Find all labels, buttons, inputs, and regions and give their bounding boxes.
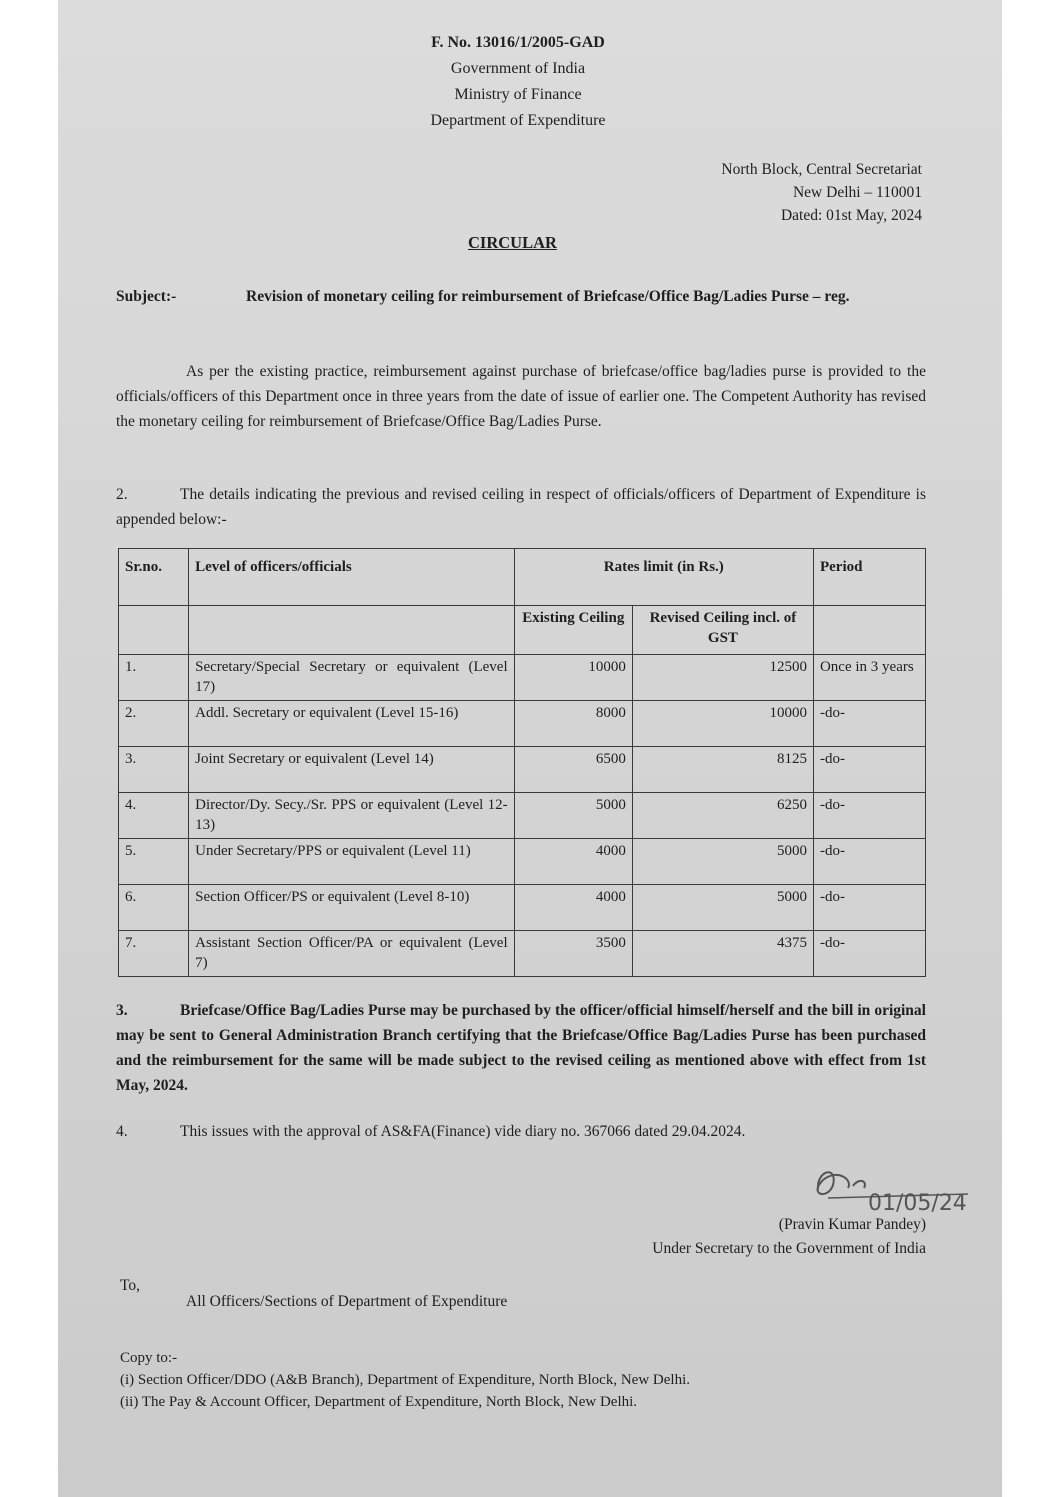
copy-item-1: (i) Section Officer/DDO (A&B Branch), Department of Expenditure, North Block, New Delhi. (120, 1372, 690, 1388)
copy-to-block (120, 1347, 690, 1413)
cell-level: Director/Dy. Secy./Sr. PPS or equivalent (Level 12-13) (189, 793, 515, 839)
cell-revised: 4375 (632, 931, 813, 977)
file-number: F. No. 13016/1/2005-GAD (431, 34, 605, 51)
cell-sr: 4. (119, 793, 189, 839)
cell-sr: 6. (119, 885, 189, 931)
to-recipient: All Officers/Sections of Department of Expenditure (186, 1293, 508, 1310)
signatory-designation: Under Secretary to the Government of India (652, 1240, 926, 1257)
cell-existing: 4000 (514, 885, 632, 931)
subject-label: Subject:- (116, 288, 177, 305)
handwritten-date: 01/05/24 (868, 1191, 967, 1216)
copy-to-label: Copy to:- (120, 1350, 178, 1366)
cell-level: Addl. Secretary or equivalent (Level 15-16) (189, 701, 515, 747)
handwritten-signature (798, 1150, 998, 1220)
government-line: Government of India (450, 60, 586, 77)
paragraph-4-text: This issues with the approval of AS&FA(Finance) vide diary no. 367066 dated 29.04.2024. (180, 1123, 746, 1140)
table-row (119, 747, 926, 793)
signatory-name: (Pravin Kumar Pandey) (778, 1216, 926, 1233)
paragraph-2 (116, 482, 926, 532)
cell-existing: 8000 (514, 701, 632, 747)
cell-period: -do- (813, 839, 925, 885)
header-srno: Sr.no. (119, 549, 189, 606)
cell-period: -do- (813, 747, 925, 793)
cell-level: Under Secretary/PPS or equivalent (Level 11) (189, 839, 515, 885)
cell-sr: 7. (119, 931, 189, 977)
ministry-line: Ministry of Finance (454, 86, 582, 103)
cell-revised: 6250 (632, 793, 813, 839)
header-level: Level of officers/officials (189, 549, 515, 606)
cell-existing: 5000 (514, 793, 632, 839)
paragraph-3 (116, 998, 926, 1098)
cell-revised: 5000 (632, 839, 813, 885)
header-blank-3 (813, 606, 925, 655)
cell-existing: 4000 (514, 839, 632, 885)
paragraph-1: As per the existing practice, reimbursement against purchase of briefcase/office bag/ladies purse is provided to the officials/officers of this Department once in three years from the date of issue of earlier one. The Competent Authority has revised the monetary ceiling for reimbursement of Briefcase/Office Bag/Ladies Purse. (116, 363, 926, 430)
ceiling-table (118, 548, 926, 977)
table-row (119, 839, 926, 885)
paragraph-3-number: 3. (116, 1002, 128, 1019)
cell-sr: 2. (119, 701, 189, 747)
cell-sr: 1. (119, 655, 189, 701)
cell-revised: 10000 (632, 701, 813, 747)
cell-period: -do- (813, 793, 925, 839)
cell-sr: 3. (119, 747, 189, 793)
letterhead (358, 30, 678, 134)
cell-level: Secretary/Special Secretary or equivalent (Level 17) (189, 655, 515, 701)
cell-period: -do- (813, 701, 925, 747)
document-page (58, 0, 1002, 1497)
cell-existing: 10000 (514, 655, 632, 701)
header-blank-2 (189, 606, 515, 655)
address-line-1: North Block, Central Secretariat (721, 161, 922, 178)
cell-revised: 12500 (632, 655, 813, 701)
department-line: Department of Expenditure (430, 112, 606, 129)
header-period: Period (813, 549, 925, 606)
table-row (119, 701, 926, 747)
address-block (721, 158, 922, 227)
header-existing: Existing Ceiling (514, 606, 632, 655)
cell-revised: 5000 (632, 885, 813, 931)
table-row (119, 885, 926, 931)
cell-level: Section Officer/PS or equivalent (Level 8-10) (189, 885, 515, 931)
header-rates: Rates limit (in Rs.) (514, 549, 813, 606)
paragraph-3-text: Briefcase/Office Bag/Ladies Purse may be purchased by the officer/official himself/herself and the bill in original may be sent to General Administration Branch certifying that the Briefcase/Office Bag/Ladies Purse has been purchased and the reimbursement for the same will be made subject to the revised ceiling as mentioned above with effect from 1st May, 2024. (116, 1002, 926, 1094)
paragraph-2-text: The details indicating the previous and revised ceiling in respect of officials/officers of Department of Expenditure is appended below:- (116, 486, 926, 528)
cell-revised: 8125 (632, 747, 813, 793)
header-blank-1 (119, 606, 189, 655)
address-line-2: New Delhi – 110001 (792, 184, 922, 201)
copy-item-2: (ii) The Pay & Account Officer, Department of Expenditure, North Block, New Delhi. (120, 1394, 638, 1410)
table-row (119, 793, 926, 839)
header-revised: Revised Ceiling incl. of GST (632, 606, 813, 655)
issue-date: Dated: 01st May, 2024 (780, 207, 922, 224)
cell-period: Once in 3 years (813, 655, 925, 701)
cell-level: Joint Secretary or equivalent (Level 14) (189, 747, 515, 793)
cell-level: Assistant Section Officer/PA or equivalent (Level 7) (189, 931, 515, 977)
table-row (119, 931, 926, 977)
paragraph-4-number: 4. (116, 1123, 128, 1140)
cell-existing: 3500 (514, 931, 632, 977)
signatory-block (652, 1213, 926, 1261)
table-row (119, 655, 926, 701)
paragraph-4 (116, 1119, 926, 1144)
cell-period: -do- (813, 885, 925, 931)
cell-existing: 6500 (514, 747, 632, 793)
document-title: CIRCULAR (468, 233, 557, 252)
cell-sr: 5. (119, 839, 189, 885)
to-label: To, (120, 1277, 141, 1294)
cell-period: -do- (813, 931, 925, 977)
paragraph-2-number: 2. (116, 486, 128, 503)
subject-text: Revision of monetary ceiling for reimbursement of Briefcase/Office Bag/Ladies Purse – reg. (246, 288, 850, 305)
